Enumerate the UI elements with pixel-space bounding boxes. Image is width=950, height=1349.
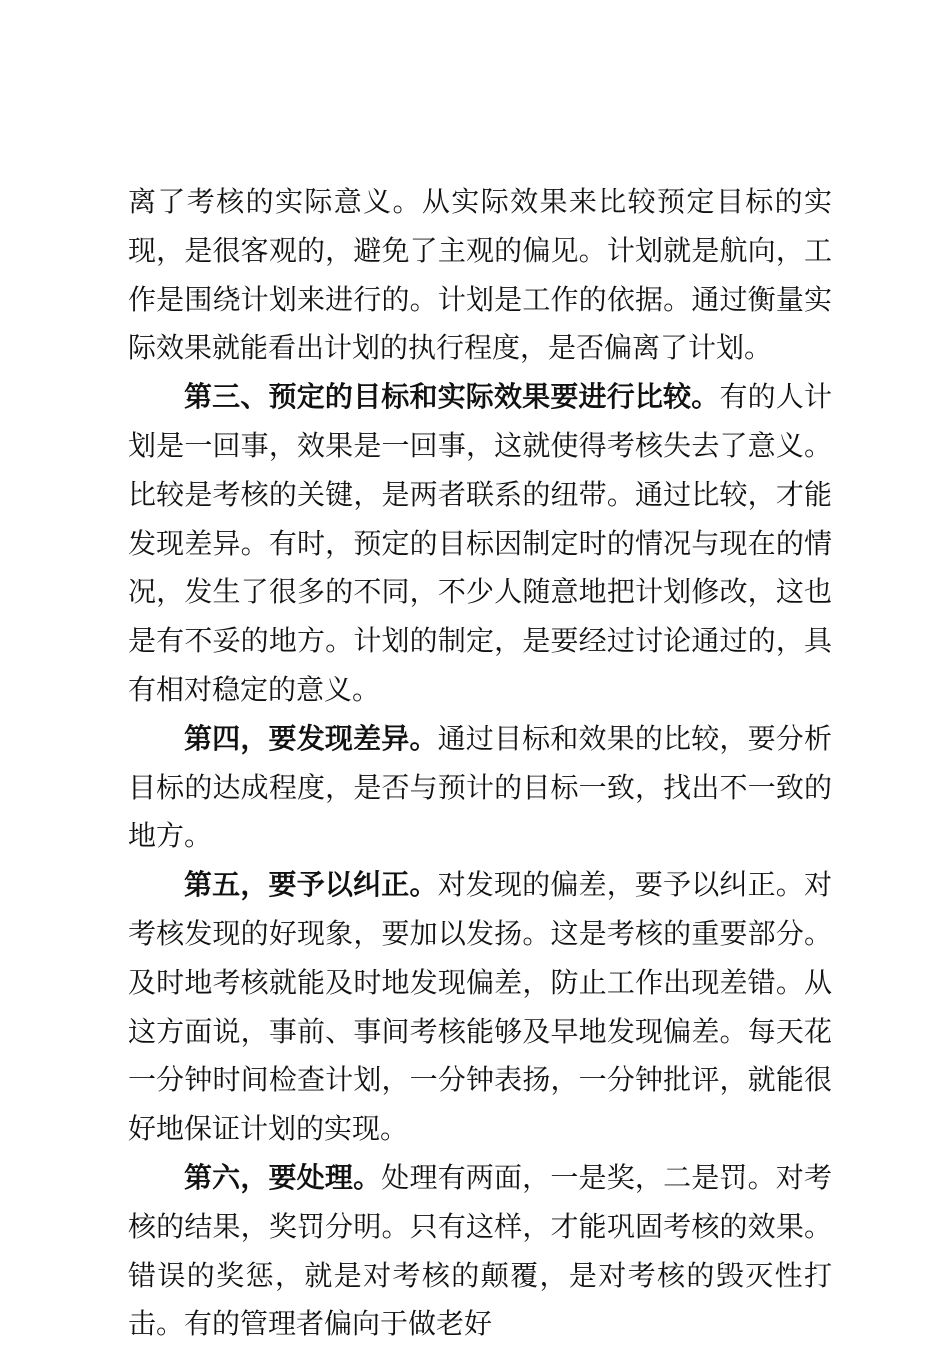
paragraph-point-five xyxy=(128,861,832,1154)
paragraph-continuation xyxy=(128,178,832,373)
paragraph-body: 通过目标和效果的比较，要分析目标的达成程度，是否与预计的目标一致，找出不一致的地方。 xyxy=(128,721,832,853)
paragraph-heading: 第六，要处理。 xyxy=(184,1160,382,1194)
paragraph-body: 处理有两面，一是奖，二是罚。对考核的结果，奖罚分明。只有这样，才能巩固考核的效果。错误的奖惩，就是对考核的颠覆，是对考核的毁灭性打击。有的管理者偏向于做老好 xyxy=(128,1160,832,1341)
paragraph-point-three xyxy=(128,373,832,715)
paragraph-point-four xyxy=(128,715,832,861)
paragraph-body: 离了考核的实际意义。从实际效果来比较预定目标的实现，是很客观的，避免了主观的偏见。计划就是航向，工作是围绕计划来进行的。计划是工作的依据。通过衡量实际效果就能看出计划的执行程度，是否偏离了计划。 xyxy=(128,185,832,365)
document-page xyxy=(128,178,832,1349)
paragraph-body: 对发现的偏差，要予以纠正。对考核发现的好现象，要加以发扬。这是考核的重要部分。及时地考核就能及时地发现偏差，防止工作出现差错。从这方面说，事前、事间考核能够及早地发现偏差。每天花一分钟时间检查计划，一分钟表扬，一分钟批评，就能很好地保证计划的实现。 xyxy=(128,868,832,1146)
paragraph-body: 有的人计划是一回事，效果是一回事，这就使得考核失去了意义。比较是考核的关键，是两者联系的纽带。通过比较，才能发现差异。有时，预定的目标因制定时的情况与现在的情况，发生了很多的不同，不少人随意地把计划修改，这也是有不妥的地方。计划的制定，是要经过讨论通过的，具有相对稳定的意义。 xyxy=(128,380,832,706)
paragraph-point-six xyxy=(128,1154,832,1349)
paragraph-heading: 第三、预定的目标和实际效果要进行比较。 xyxy=(184,380,720,414)
paragraph-heading: 第五，要予以纠正。 xyxy=(184,868,438,902)
paragraph-heading: 第四，要发现差异。 xyxy=(184,721,438,755)
